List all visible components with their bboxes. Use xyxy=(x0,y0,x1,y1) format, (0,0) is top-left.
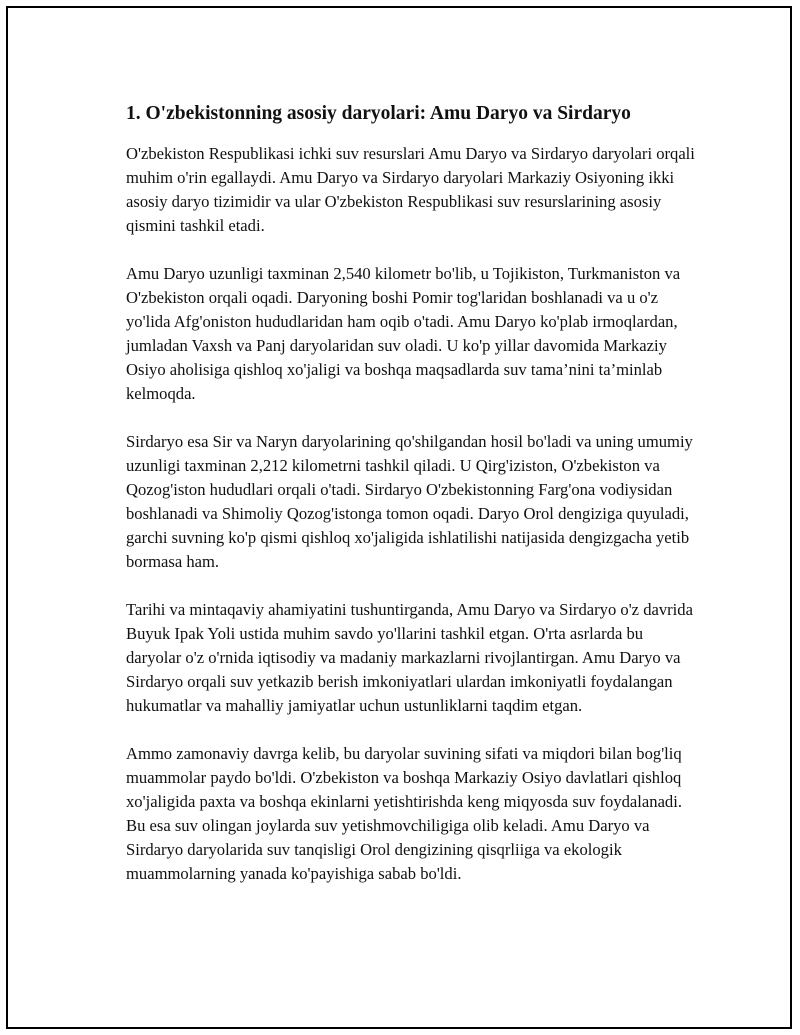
paragraph-4: Tarihi va mintaqaviy ahamiyatini tushuntirganda, Amu Daryo va Sirdaryo o'z davrida Buyuk Ipak Yoli ustida muhim savdo yo'llarini tashkil etgan. O'rta asrlarda bu daryolar o'z o'rnida iqtisodiy va madaniy markazlarni rivojlantirgan. Amu Daryo va Sirdaryo orqali suv yetkazib berish imkoniyatlari ulardan imkoniyatli foydalangan hukumatlar va mahalliy jamiyatlar uchun ustunliklarni taqdim etgan. xyxy=(126,600,693,715)
paragraph-5: Ammo zamonaviy davrga kelib, bu daryolar suvining sifati va miqdori bilan bog'liq muammolar paydo bo'ldi. O'zbekiston va boshqa Markaziy Osiyo davlatlari qishloq xo'jaligida paxta va boshqa ekinlarni yetishtirishda keng miqyosda suv foydalanadi. Bu esa suv olingan joylarda suv yetishmovchiligiga olib keladi. Amu Daryo va Sirdaryo daryolarida suv tanqisligi Orol dengizining qisqrliiga va ekologik muammolarning yanada ko'payishiga sabab bo'ldi. xyxy=(126,744,682,883)
section-heading: 1. O'zbekistonning asosiy daryolari: Amu Daryo va Sirdaryo xyxy=(126,103,631,124)
page-frame xyxy=(6,6,792,1029)
document-body xyxy=(126,100,696,886)
paragraph-3: Sirdaryo esa Sir va Naryn daryolarining qo'shilgandan hosil bo'ladi va uning umumiy uzunligi taxminan 2,212 kilometrni tashkil qiladi. U Qirg'iziston, O'zbekiston va Qozog'iston hududlari orqali o'tadi. Sirdaryo O'zbekistonning Farg'ona vodiysidan boshlanadi va Shimoliy Qozog'istonga tomon oqadi. Daryo Orol dengiziga quyuladi, garchi suvning ko'p qismi qishloq xo'jaligida ishlatilishi natijasida dengizgacha yetib bormasa ham. xyxy=(126,432,693,571)
paragraph-2: Amu Daryo uzunligi taxminan 2,540 kilometr bo'lib, u Tojikiston, Turkmaniston va O'zbekiston orqali oqadi. Daryoning boshi Pomir tog'laridan boshlanadi va u o'z yo'lida Afg'oniston hududlaridan ham oqib o'tadi. Amu Daryo ko'plab irmoqlardan, jumladan Vaxsh va Panj daryolaridan suv oladi. U ko'p yillar davomida Markaziy Osiyo aholisiga qishloq xo'jaligi va boshqa maqsadlarda suv tama’nini ta’minlab kelmoqda. xyxy=(126,264,681,403)
paragraph-1: O'zbekiston Respublikasi ichki suv resurslari Amu Daryo va Sirdaryo daryolari orqali muhim o'rin egallaydi. Amu Daryo va Sirdaryo daryolari Markaziy Osiyoning ikki asosiy daryo tizimidir va ular O'zbekiston Respublikasi suv resurslarining asosiy qismini tashkil etadi. xyxy=(126,144,695,235)
